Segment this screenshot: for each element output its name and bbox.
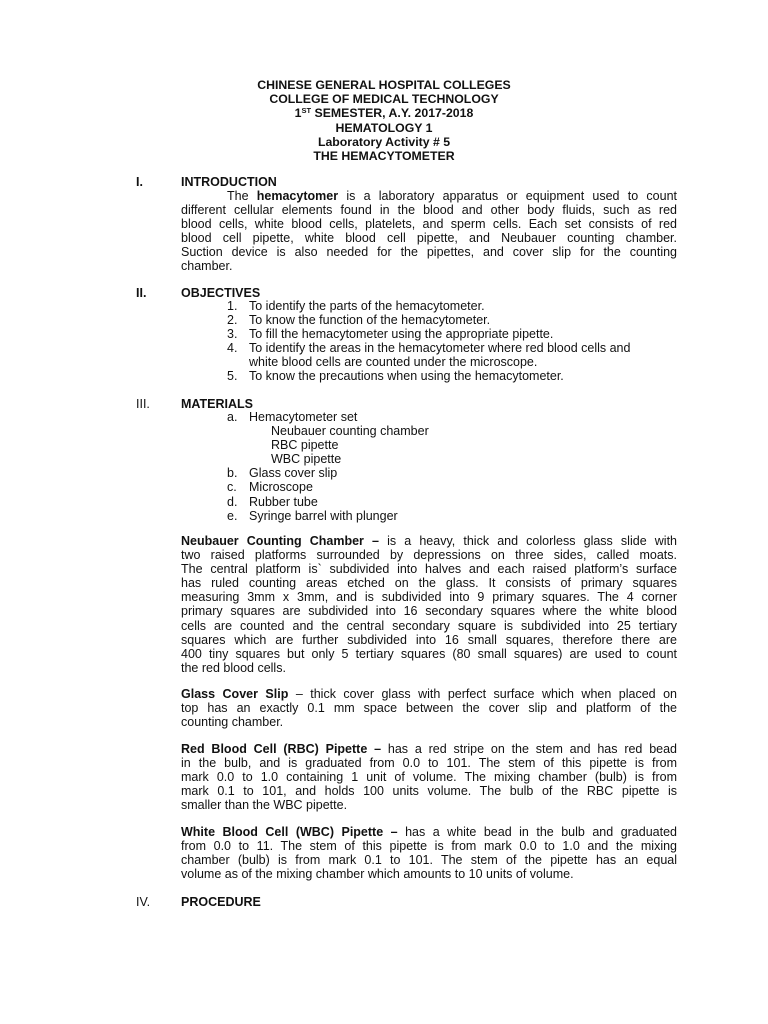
- list-item: 1. To identify the parts of the hemacytometer.: [227, 299, 485, 313]
- term-rbc-pipette: Red Blood Cell (RBC) Pipette –: [181, 742, 382, 756]
- list-item: d. Rubber tube: [227, 494, 318, 509]
- list-item: 2. To know the function of the hemacytometer.: [227, 313, 491, 328]
- activity-number: Laboratory Activity # 5: [317, 134, 451, 149]
- document-header: [0, 78, 768, 163]
- semester-suffix: ST: [301, 106, 312, 116]
- neubauer-line: The central platform is` subdivided into halves and each raised platform’s surface: [181, 562, 677, 577]
- neubauer-line: squares which are further subdivided into 16 small squares, therefore there are: [181, 632, 677, 647]
- semester-number: 1: [294, 106, 302, 121]
- section-title-procedure: PROCEDURE: [181, 895, 261, 909]
- list-item: a. Hemacytometer set: [227, 410, 358, 424]
- term-hemacytomer: hemacytomer: [256, 189, 339, 203]
- neubauer-line: measuring 3mm x 3mm, and is subdivided into 9 primary squares. The 4 corner: [181, 590, 677, 605]
- semester-text: SEMESTER, A.Y. 2017-2018: [311, 106, 474, 121]
- term-wbc-pipette: White Blood Cell (WBC) Pipette –: [181, 825, 398, 839]
- neubauer-line: primary squares are subdivided into 16 secondary squares where the white blood: [181, 604, 677, 619]
- list-item: b. Glass cover slip: [227, 466, 338, 481]
- list-subitem: RBC pipette: [271, 438, 339, 453]
- list-subitem: WBC pipette: [271, 452, 342, 467]
- rbc-line: smaller than the WBC pipette.: [181, 798, 348, 813]
- materials-list: [181, 410, 681, 523]
- wbc-line: from 0.0 to 11. The stem of this pipette is from mark 0.0 to 1.0 and the mixing: [181, 839, 677, 854]
- wbc-pipette-paragraph: [181, 825, 677, 881]
- document-title: THE HEMACYTOMETER: [313, 149, 455, 164]
- department-name: COLLEGE OF MEDICAL TECHNOLOGY: [269, 92, 499, 107]
- intro-line: chamber.: [181, 259, 233, 274]
- intro-line: blood cells, white blood cells, platelets, and sperm cells. Each set consists of red: [181, 217, 677, 232]
- objectives-list: [181, 299, 681, 384]
- neubauer-line: 400 tiny squares but only 5 tertiary squares (80 small squares) are used to count: [181, 646, 677, 661]
- cover-slip-paragraph: [181, 687, 677, 729]
- term-cover-slip: Glass Cover Slip: [181, 687, 289, 701]
- semester-line: [0, 106, 768, 120]
- list-item: 5. To know the precautions when using the hemacytometer.: [227, 369, 564, 384]
- list-item: white blood cells are counted under the microscope.: [249, 355, 538, 370]
- neubauer-line: cells are counted and the central secondary square is subdivided into 25 tertiary: [181, 618, 677, 633]
- rbc-pipette-paragraph: [181, 742, 677, 812]
- college-name: CHINESE GENERAL HOSPITAL COLLEGES: [257, 78, 511, 92]
- course-name: HEMATOLOGY 1: [335, 120, 433, 135]
- neubauer-line: has ruled counting areas etched on the glass. It consists of primary squares: [181, 576, 677, 591]
- rbc-line: mark 0.0 to 1.0 containing 1 unit of volume. The mixing chamber (bulb) is from: [181, 770, 677, 785]
- wbc-line: chamber (bulb) is from mark 0.1 to 101. The stem of the pipette has an equal: [181, 853, 677, 868]
- intro-line: blood cell pipette, white blood cell pipette, and Neubauer counting chamber.: [181, 231, 677, 246]
- wbc-line: White Blood Cell (WBC) Pipette – has a white bead in the bulb and graduated: [181, 825, 677, 839]
- cover-slip-line: Glass Cover Slip – thick cover glass with perfect surface which when placed on: [181, 687, 677, 701]
- section-title-objectives: OBJECTIVES: [181, 286, 261, 300]
- neubauer-line: Neubauer Counting Chamber – is a heavy, thick and colorless glass slide with: [181, 534, 677, 548]
- rbc-line: in the bulb, and is graduated from 0.0 to 101. The stem of this pipette is from: [181, 756, 677, 771]
- cover-slip-line: top has an exactly 0.1 mm space between the cover slip and platform of the: [181, 701, 677, 716]
- section-number-objectives: II.: [136, 286, 147, 300]
- wbc-line: volume as of the mixing chamber which amounts to 10 units of volume.: [181, 867, 574, 882]
- list-subitem: Neubauer counting chamber: [271, 424, 429, 439]
- intro-line: Suction device is also needed for the pipettes, and cover slip for the counting: [181, 245, 677, 260]
- section-title-intro: INTRODUCTION: [181, 175, 277, 189]
- intro-line: different cellular elements found in the blood and other body fluids, such as red: [181, 203, 677, 218]
- list-item: 4. To identify the areas in the hemacytometer where red blood cells and: [227, 341, 631, 356]
- neubauer-line: two raised platforms surrounded by depressions on three sides, called moats.: [181, 548, 677, 563]
- neubauer-paragraph: [181, 534, 677, 675]
- rbc-line: Red Blood Cell (RBC) Pipette – has a red stripe on the stem and has red bead: [181, 742, 678, 756]
- section-title-materials: MATERIALS: [181, 397, 253, 411]
- section-number-procedure: IV.: [136, 895, 151, 909]
- neubauer-line: the red blood cells.: [181, 660, 286, 675]
- intro-paragraph: [181, 189, 677, 274]
- intro-line: The hemacytomer is a laboratory apparatus or equipment used to count: [227, 189, 677, 203]
- section-number-intro: I.: [136, 175, 143, 189]
- term-neubauer: Neubauer Counting Chamber –: [181, 534, 379, 548]
- section-number-materials: III.: [136, 397, 150, 411]
- list-item: c. Microscope: [227, 480, 313, 495]
- cover-slip-line: counting chamber.: [181, 715, 284, 730]
- list-item: 3. To fill the hemacytometer using the appropriate pipette.: [227, 327, 554, 342]
- list-item: e. Syringe barrel with plunger: [227, 508, 398, 523]
- rbc-line: mark 0.1 to 101, and holds 100 units volume. The bulb of the RBC pipette is: [181, 784, 677, 799]
